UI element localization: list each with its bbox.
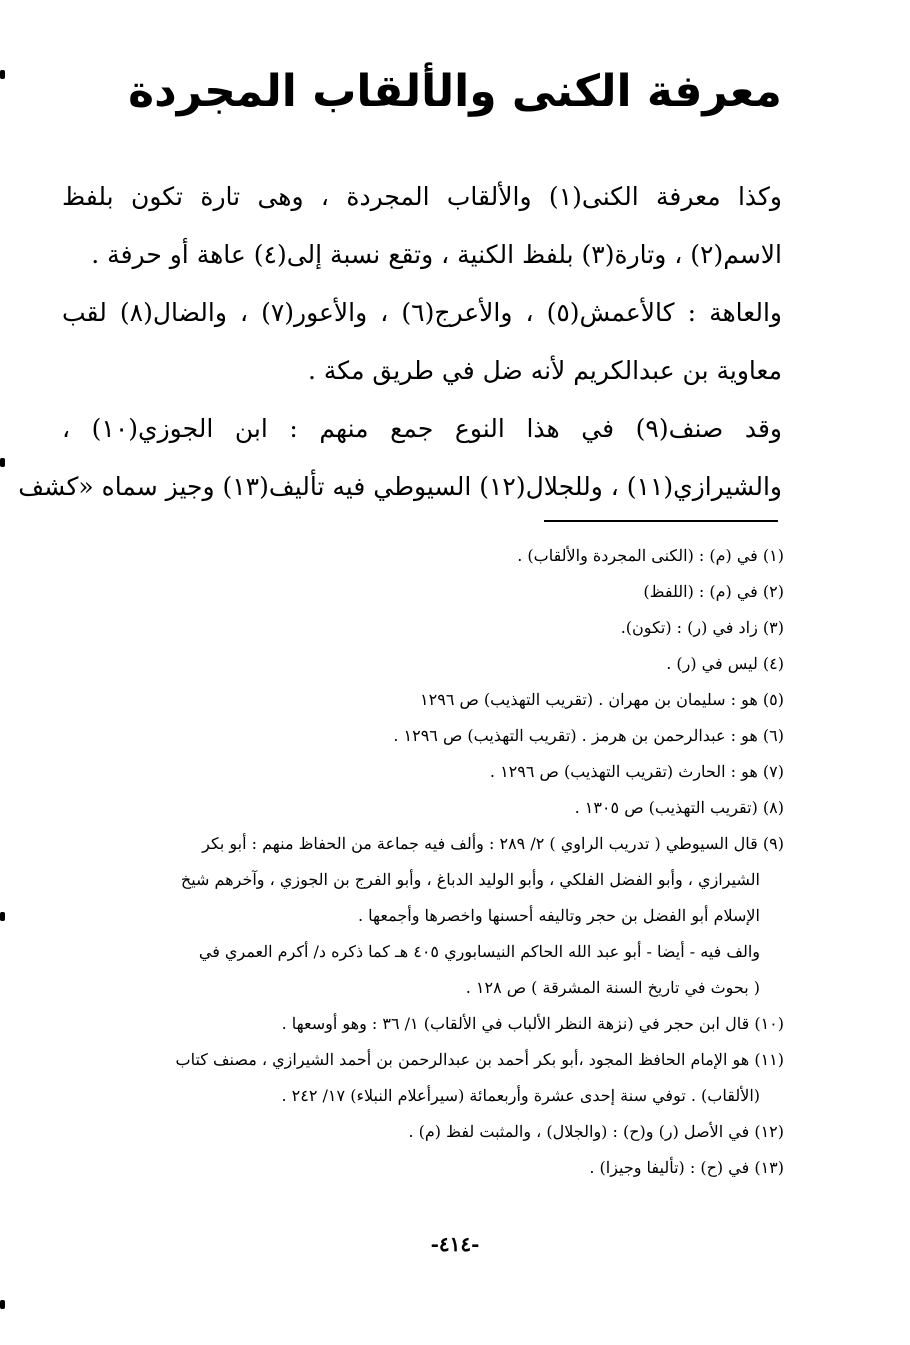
paragraph [18,400,783,516]
footnote-line: (١٠) قال ابن حجر في (نزهة النظر الألباب في الألقاب) ١/ ٣٦ : وهو أوسعها . [281,1014,784,1033]
footnote-line: (٩) قال السيوطي ( تدريب الراوي ) ٢/ ٢٨٩ : وألف فيه جماعة من الحفاظ منهم : أبو بكر [202,834,784,853]
footnote-line: (١) في (م) : (الكنى المجردة والألقاب) . [517,546,784,565]
footnote-line: (٨) (تقريب التهذيب) ص ١٣٠٥ . [574,798,784,817]
left-edge-mark [0,912,5,921]
paragraph [62,168,782,284]
footnote [62,538,784,574]
footnote [62,574,784,610]
page-number: -٤١٤- [430,1232,480,1256]
left-edge-mark [0,458,5,467]
footnote-line: (٢) في (م) : (اللفظ) [643,582,784,601]
footnote-line: (٣) زاد في (ر) : (تكون). [620,618,784,637]
footnote [62,646,784,682]
footnote [62,610,784,646]
paragraph [62,284,782,400]
footnote-line: والف فيه - أيضا - أبو عبد الله الحاكم النيسابوري ٤٠٥ هـ كما ذكره د/ أكرم العمري في [198,942,760,961]
footnote-line: (٦) هو : عبدالرحمن بن هرمز . (تقريب التهذيب) ص ١٢٩٦ . [393,726,784,745]
footnote-line: (٤) ليس في (ر) . [666,654,784,673]
footnote [62,718,784,754]
footnote [62,1006,784,1042]
footnote [62,1150,784,1186]
footnote-line: (١٢) في الأصل (ر) و(ح) : (والجلال) ، والمثبت لفظ (م) . [408,1122,784,1141]
left-edge-mark [0,1300,5,1309]
text-line: وكذا معرفة الكنى(١) والألقاب المجردة ، وهى تارة تكون بلفظ [62,182,783,211]
footnote [62,1114,784,1150]
footnote-line: الإسلام أبو الفضل بن حجر وتاليفه أحسنها واخصرها وأجمعها . [357,906,760,925]
footnote-line: (١١) هو الإمام الحافظ المجود ،أبو بكر أحمد بن عبدالرحمن بن أحمد الشيرازي ، مصنف كتاب [175,1050,784,1069]
left-edge-mark [0,70,5,79]
footnote [62,826,784,1006]
footnote-divider [544,520,778,522]
footnote-line: (٧) هو : الحارث (تقريب التهذيب) ص ١٢٩٦ . [489,762,784,781]
text-line: معاوية بن عبدالكريم لأنه ضل في طريق مكة . [307,356,782,385]
text-line: الاسم(٢) ، وتارة(٣) بلفظ الكنية ، وتقع نسبة إلى(٤) عاهة أو حرفة . [91,240,782,269]
text-line: والشيرازي(١١) ، وللجلال(١٢) السيوطي فيه تأليف(١٣) وجيز سماه «كشف [18,472,782,501]
text-line: وقد صنف(٩) في هذا النوع جمع منهم : ابن الجوزي(١٠) ، [62,414,783,443]
footnote-line: ( بحوث في تاريخ السنة المشرقة ) ص ١٢٨ . [465,978,760,997]
footnote [62,790,784,826]
footnote-line: (١٣) في (ح) : (تأليفا وجيزا) . [589,1158,784,1177]
footnote-line: (٥) هو : سليمان بن مهران . (تقريب التهذيب) ص ١٢٩٦ [420,690,784,709]
footnote-line: (الألقاب) . توفي سنة إحدى عشرة وأربعمائة (سيرأعلام النبلاء) ١٧/ ٢٤٢ . [281,1086,760,1105]
footnote [62,754,784,790]
footnote-line: الشيرازي ، وأبو الفضل الفلكي ، وأبو الوليد الدباغ ، وأبو الفرج بن الجوزي ، وآخرهم شيخ [180,870,760,889]
footnote [62,682,784,718]
page-title: معرفة الكنى والألقاب المجردة [128,66,782,117]
footnote [62,1042,784,1114]
text-line: والعاهة : كالأعمش(٥) ، والأعرج(٦) ، والأعور(٧) ، والضال(٨) لقب [62,298,782,327]
